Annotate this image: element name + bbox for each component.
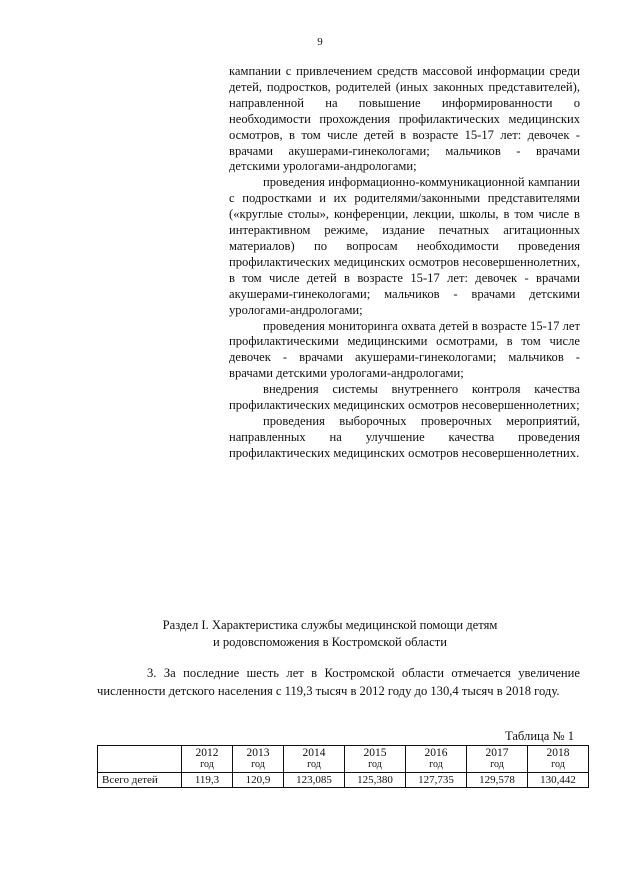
year-unit: год xyxy=(429,759,443,770)
table-cell: 129,578 xyxy=(467,773,528,788)
section-heading-line-2: и родовспоможения в Костромской области xyxy=(213,634,447,649)
year-label: 2012 xyxy=(195,747,219,759)
header-year-cell xyxy=(345,746,406,773)
table-caption: Таблица № 1 xyxy=(504,729,574,743)
header-year-cell xyxy=(233,746,284,773)
year-label: 2013 xyxy=(246,747,270,759)
table-cell: 127,735 xyxy=(406,773,467,788)
table-cell: 120,9 xyxy=(233,773,284,788)
table-header-row xyxy=(98,746,589,773)
page-number: 9 xyxy=(317,36,323,48)
header-empty-cell xyxy=(98,746,182,773)
table-row xyxy=(98,773,589,788)
paragraph-5: проведения выборочных проверочных мероприятий, направленных на улучшение качества проведения профилактических медицинских осмотров несовершеннолетних. xyxy=(229,413,580,460)
paragraph-column xyxy=(229,64,580,462)
year-unit: год xyxy=(200,759,214,770)
year-unit: год xyxy=(490,759,504,770)
paragraph-2: проведения информационно-коммуникационной кампании с подростками и их родителями/законными представителями («круглые столы», конференции, лекции, школы, в том числе в интерактивном режиме, издание печатных агитационных материалов) по вопросам необходимости проведения профилактических медицинских осмотров несовершеннолетних, в том числе детей в возрасте 15-17 лет: девочек - врачами акушерами-гинекологами; мальчиков - врачами детскими урологами-андрологами; xyxy=(229,175,580,317)
table-cell: 130,442 xyxy=(528,773,589,788)
year-label: 2018 xyxy=(546,747,570,759)
header-year-cell xyxy=(182,746,233,773)
year-label: 2015 xyxy=(363,747,387,759)
header-year-cell xyxy=(467,746,528,773)
year-unit: год xyxy=(368,759,382,770)
section-heading-line-1: Раздел I. Характеристика службы медицинской помощи детям xyxy=(162,618,498,632)
header-year-cell xyxy=(528,746,589,773)
year-label: 2014 xyxy=(302,747,326,759)
year-unit: год xyxy=(551,759,565,770)
year-unit: год xyxy=(251,759,265,770)
paragraph-4: внедрения системы внутреннего контроля качества профилактических медицинских осмотров несовершеннолетних; xyxy=(229,382,580,413)
header-year-cell xyxy=(406,746,467,773)
row-label: Всего детей xyxy=(98,773,182,788)
children-population-table xyxy=(97,745,589,788)
paragraph-1: кампании с привлечением средств массовой информации среди детей, подростков, родителей (иных законных представителей), направленной на повышение информированности о необходимости прохождения профилактических медицинских осмотров, в том числе детей в возрасте 15-17 лет: девочек - врачами акушерами-гинекологами; мальчиков - врачами детскими урологами-андрологами; xyxy=(229,64,580,174)
body-paragraph: 3. За последние шесть лет в Костромской области отмечается увеличение численности детского населения с 119,3 тысяч в 2012 году до 130,4 тысяч в 2018 году. xyxy=(97,666,580,698)
table-cell: 123,085 xyxy=(284,773,345,788)
year-label: 2016 xyxy=(424,747,448,759)
year-label: 2017 xyxy=(485,747,509,759)
year-unit: год xyxy=(307,759,321,770)
section-heading xyxy=(90,617,570,650)
table-cell: 125,380 xyxy=(345,773,406,788)
table-cell: 119,3 xyxy=(182,773,233,788)
header-year-cell xyxy=(284,746,345,773)
paragraph-3: проведения мониторинга охвата детей в возрасте 15-17 лет профилактическими медицинскими осмотрами, в том числе девочек - врачами акушерами-гинекологами; мальчиков - врачами детскими урологами-андрологами; xyxy=(229,318,580,381)
